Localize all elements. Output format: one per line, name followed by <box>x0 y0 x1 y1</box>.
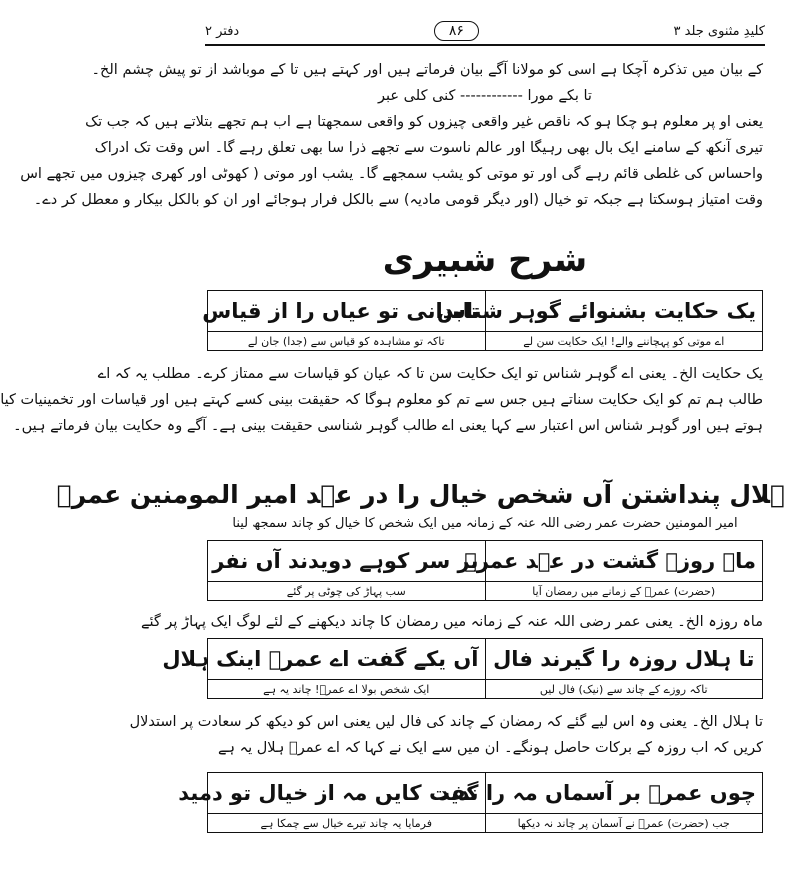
verse-table-4 <box>178 772 763 833</box>
verse-table-2 <box>207 540 763 601</box>
verse-left-hemistich: آں یکے گفت اے عمرؓ اینک ہلال <box>208 639 486 680</box>
commentary-line: کریں کہ اب روزہ کے برکات حاصل ہونگے۔ ان میں سے ایک نے کہا کہ اے عمرؓ ہلال یہ ہے <box>218 740 763 756</box>
verse-left-translation: فرمایا یہ چاند تیرے خیال سے چمکا ہے <box>208 814 486 833</box>
volume-label: دفتر ۲ <box>205 23 240 39</box>
verse-table-1 <box>202 290 763 351</box>
verse-right-translation: تاکہ روزے کے چاند سے (نیک) فال لیں <box>485 680 763 699</box>
header-rule <box>205 44 765 46</box>
verse-table-3 <box>162 638 763 699</box>
section-title: شرح شبیری <box>382 240 588 280</box>
intro-line: کے بیان میں تذکرہ آچکا ہے اسی کو مولانا آگے بیان فرماتے ہیں اور کہتے ہیں تا کے موباشد از تو پیش چشم الخ۔ <box>91 62 763 78</box>
verse-right-hemistich: تا ہلال روزہ را گیرند فال <box>485 639 763 680</box>
page-number: ۸۶ <box>434 21 479 41</box>
commentary-line: طالب ہم تم کو ایک حکایت سناتے ہیں جس سے تم کو معلوم ہوگا کہ حقیقت بینی کسے کہتے ہیں اور قیاسات اور تخمینیات کیا <box>0 392 763 408</box>
verse-right-hemistich: ماہ روزہ گشت در عہد عمرؓ <box>485 541 763 582</box>
commentary-line: یک حکایت الخ۔ یعنی اے گوہر شناس تو ایک حکایت سن تا کہ عیان کو قیاسات سے ممتاز کرے۔ مطلب یہ کہ اے <box>97 366 763 382</box>
verse-right-translation: (حضرت) عمرؓ کے زمانے میں رمضان آیا <box>485 582 763 601</box>
commentary-line: تا ہلال الخ۔ یعنی وہ اس لیے گئے کہ رمضان کے چاند کی فال لیں یعنی اس کو دیکھ کر سعادت پر استدلال <box>129 714 763 730</box>
verse-right-translation: اے موتی کو پہچاننے والے! ایک حکایت سن لے <box>485 332 763 351</box>
intro-line: تیری آنکھ کے سامنے ایک بال بھی رہیگا اور عالم ناسوت سے تجھے ذرا سا بھی تعلق رہے گا۔ اس وقت تک ادراک <box>94 140 763 156</box>
commentary-line: ہوتے ہیں اور گوہر شناس اس اعتبار سے کہا یعنی اے طالب گوہر شناسی حقیقت بینی ہے۔ آگے وہ حکایت بیان فرماتے ہیں۔ <box>13 418 763 434</box>
verse-right-translation: جب (حضرت) عمرؓ نے آسمان پر چاند نہ دیکھا <box>485 814 763 833</box>
verse-left-translation: ایک شخص بولا اے عمرؓ! چاند یہ ہے <box>208 680 486 699</box>
intro-line: تا بکے مورا ------------ کنی کلی عبر <box>378 88 592 104</box>
verse-left-translation: تاکہ تو مشاہدہ کو قیاس سے (جدا) جان لے <box>208 332 486 351</box>
verse-left-hemistich: گفت کایں مہ از خیال تو دمید <box>208 773 486 814</box>
verse-left-hemistich: بر سر کوہے دویدند آں نفر <box>208 541 486 582</box>
commentary-line: ماہ روزہ الخ۔ یعنی عمر رضی اللہ عنہ کے زمانہ میں رمضان کا چاند دیکھنے کے لئے لوگ ایک پہاڑ پر گئے <box>141 614 763 630</box>
verse-right-hemistich: چوں عمرؓ بر آسماں مہ را ندید <box>485 773 763 814</box>
verse-right-hemistich: یک حکایت بشنوائے گوہر شناس <box>485 291 763 332</box>
story-subtitle: امیر المومنین حضرت عمر رضی اللہ عنہ کے زمانہ میں ایک شخص کا خیال کو چاند سمجھ لینا <box>232 516 738 531</box>
book-title: کلیدِ مثنوی جلد ۳ <box>673 23 765 39</box>
intro-line: وقت امتیاز ہوسکتا ہے جبکہ تو خیال (اور دیگر قومی مادیہ) سے بالکل فرار ہوجائے اور ان کو بالکل بیکار و معطل کر دے۔ <box>33 192 763 208</box>
intro-line: واحساس کی غلطی قائم رہے گی اور تو موتی کو یشب سمجھے گا۔ یشب اور موتی ( کھوٹی اور کھری چیزوں میں تجھے اس <box>20 166 763 182</box>
page-header <box>205 18 765 44</box>
intro-line: یعنی او پر معلوم ہو چکا ہو کہ ناقص غیر واقعی چیزوں کو واقعی سمجھتا ہے اب ہم تجھے بتلاتے ہیں کہ جب تک <box>85 114 763 130</box>
verse-left-hemistich: تابدانی تو عیاں را از قیاس <box>208 291 486 332</box>
verse-left-translation: سب پہاڑ کی چوٹی پر گئے <box>208 582 486 601</box>
story-title: ہلال پنداشتن آں شخص خیال را در عہد امیر المومنین عمرؓ <box>56 480 785 509</box>
